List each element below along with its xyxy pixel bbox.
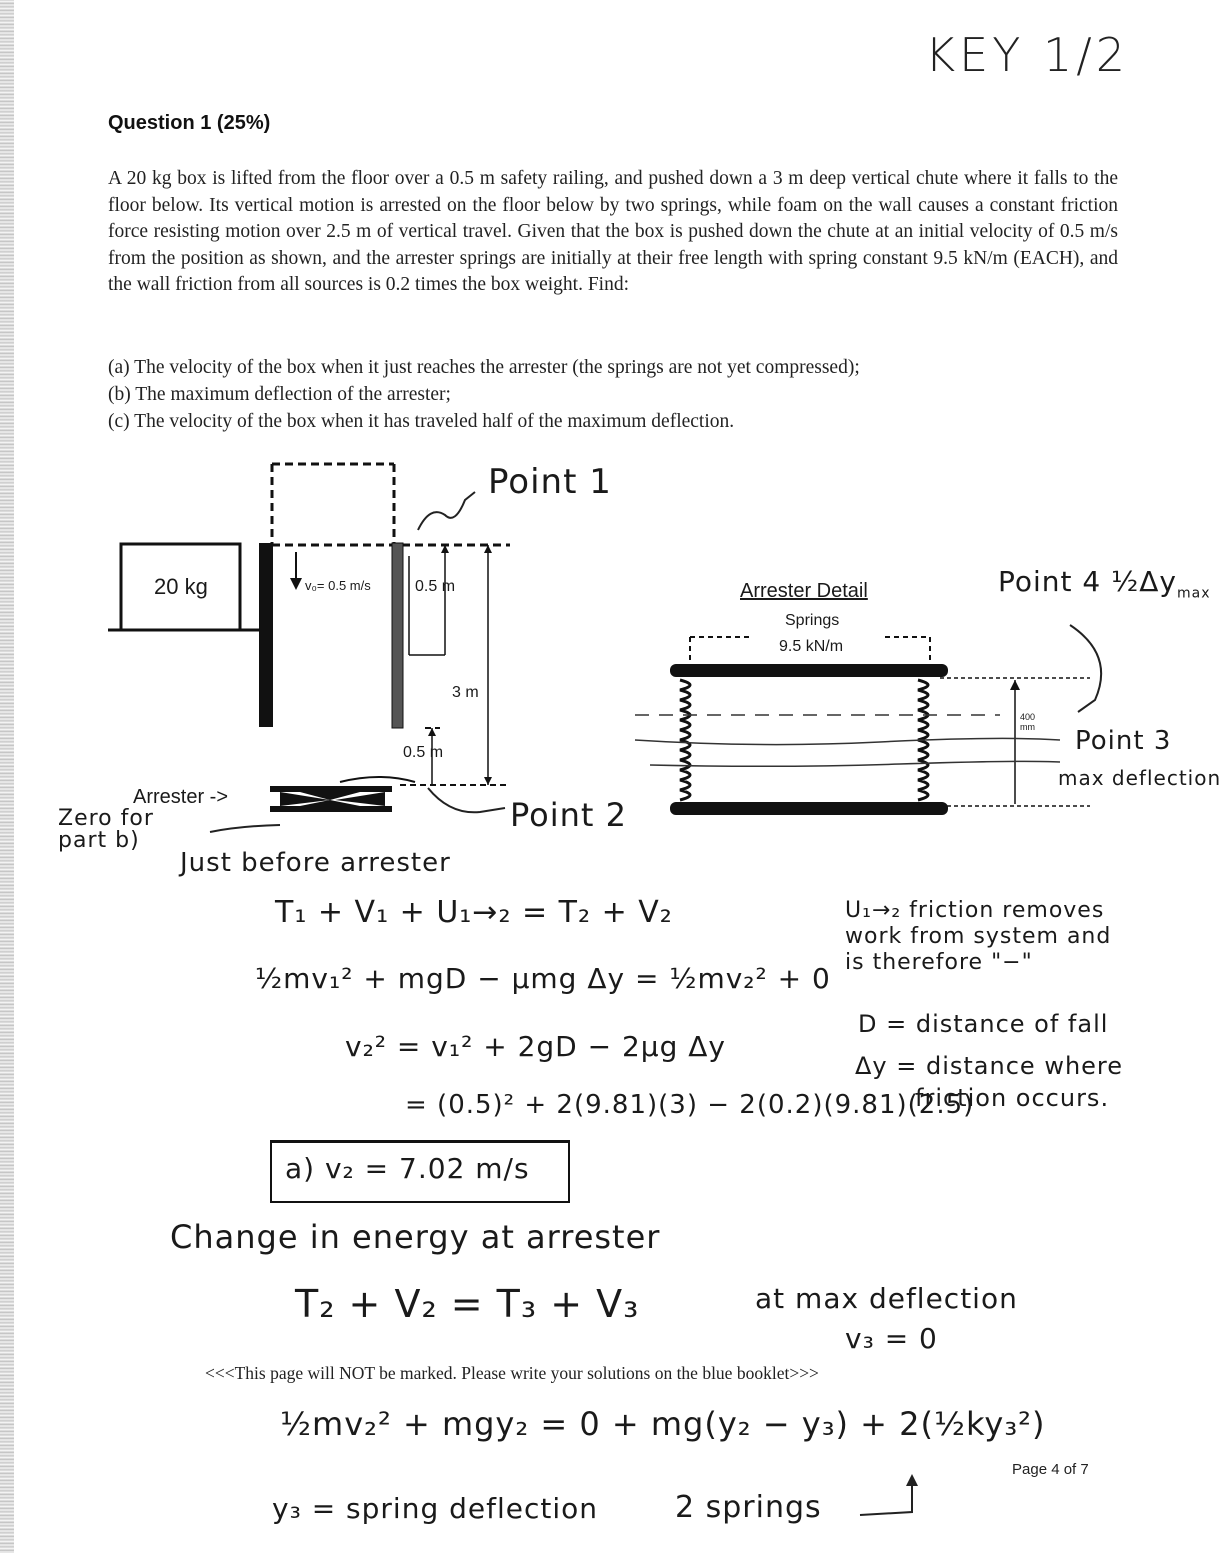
railing-height-label: 0.5 m [415, 578, 456, 595]
energy-equation-springs: ½mv₂² + mgy₂ = 0 + mg(y₂ − y₃) + 2(½ky₃²) [280, 1405, 1046, 1443]
arrester-symbol [270, 786, 392, 812]
max-deflection-note: at max deflection [755, 1282, 1018, 1315]
initial-velocity-label: v₀= 0.5 m/s [305, 578, 371, 593]
arrester-label: Arrester -> [133, 786, 229, 808]
change-in-energy-heading: Change in energy at arrester [170, 1218, 661, 1256]
spring-deflection-note: y₃ = spring deflection [272, 1492, 599, 1525]
answer-a: a) v₂ = 7.02 m/s [285, 1152, 530, 1185]
spring-constant-label: 9.5 kN/m [779, 638, 844, 655]
energy-equation-2: ½mv₁² + mgD − μmg Δy = ½mv₂² + 0 [255, 962, 831, 995]
lifted-box-outline [272, 464, 510, 545]
page-number: Page 4 of 7 [1012, 1461, 1089, 1478]
zero-for-part-b-note: Zero for part b) [58, 806, 154, 853]
friction-note-line-2: work from system and [845, 924, 1112, 949]
two-springs-note: 2 springs [675, 1490, 822, 1525]
point-1-label: Point 1 [488, 462, 612, 502]
answer-key-label: KEY 1/2 [925, 28, 1129, 82]
question-title: Question 1 (25%) [108, 112, 271, 134]
friction-note [845, 898, 1111, 976]
friction-note-line-1: U₁→₂ friction removes [845, 898, 1105, 923]
point-3-note: max deflection [1058, 766, 1221, 790]
box-label: 20 kg [154, 574, 208, 599]
part-a: (a) The velocity of the box when it just reaches the arrester (the springs are not yet compressed); [108, 357, 860, 378]
friction-note-line-3: is therefore "−" [845, 950, 1033, 975]
point-4-subscript: max [1177, 585, 1211, 602]
springs-label: Springs [785, 612, 840, 629]
point-4-label: Point 4 $\frac{1}{2}\Delta y_{max}$ [998, 565, 1211, 602]
v3-zero-note: v₃ = 0 [845, 1322, 938, 1355]
friction-distance-line-1: Δy = distance where [855, 1052, 1124, 1080]
chute-depth-label: 3 m [452, 684, 479, 701]
part-c: (c) The velocity of the box when it has traveled half of the maximum deflection. [108, 411, 735, 432]
detail-dimension-label: 400 mm [1020, 712, 1036, 732]
part-b: (b) The maximum deflection of the arrester; [108, 384, 451, 405]
detail-title: Arrester Detail [740, 580, 868, 602]
chute-wall [392, 543, 403, 728]
railing-wall [259, 543, 273, 727]
point-3-label: Point 3 [1075, 726, 1172, 756]
velocity-equation: v₂² = v₁² + 2gD − 2μg Δy [345, 1030, 726, 1063]
friction-distance-note [855, 1050, 1123, 1114]
not-marked-notice: <<<This page will NOT be marked. Please write your solutions on the blue booklet>>> [205, 1363, 819, 1383]
point-2-label: Point 2 [510, 796, 627, 834]
question-body: A 20 kg box is lifted from the floor over a 0.5 m safety railing, and pushed down a 3 m deep vertical chute where it falls to the floor below. Its vertical motion is arrested on the floor below by two springs, while foam on the wall causes a constant friction force resisting motion over 2.5 m of vertical travel. Given that the box is pushed down the chute at an initial velocity of 0.5 m/s from the position as shown, and the arrester springs are initially at their free length with spring constant 9.5 kN/m (EACH), and the wall friction from all sources is 0.2 times the box weight. Find: [108, 168, 1118, 295]
distance-of-fall-note: D = distance of fall [858, 1010, 1109, 1038]
numeric-substitution: = (0.5)² + 2(9.81)(3) − 2(0.2)(9.81)(2.5) [405, 1090, 975, 1120]
energy-equation-arrester: T₂ + V₂ = T₃ + V₃ [295, 1282, 640, 1326]
energy-equation-1: T₁ + V₁ + U₁→₂ = T₂ + V₂ [275, 895, 673, 930]
just-before-arrester-heading: Just before arrester [180, 848, 451, 878]
bottom-gap-label: 0.5 m [403, 744, 444, 761]
friction-distance-line-2: friction occurs. [915, 1084, 1110, 1112]
